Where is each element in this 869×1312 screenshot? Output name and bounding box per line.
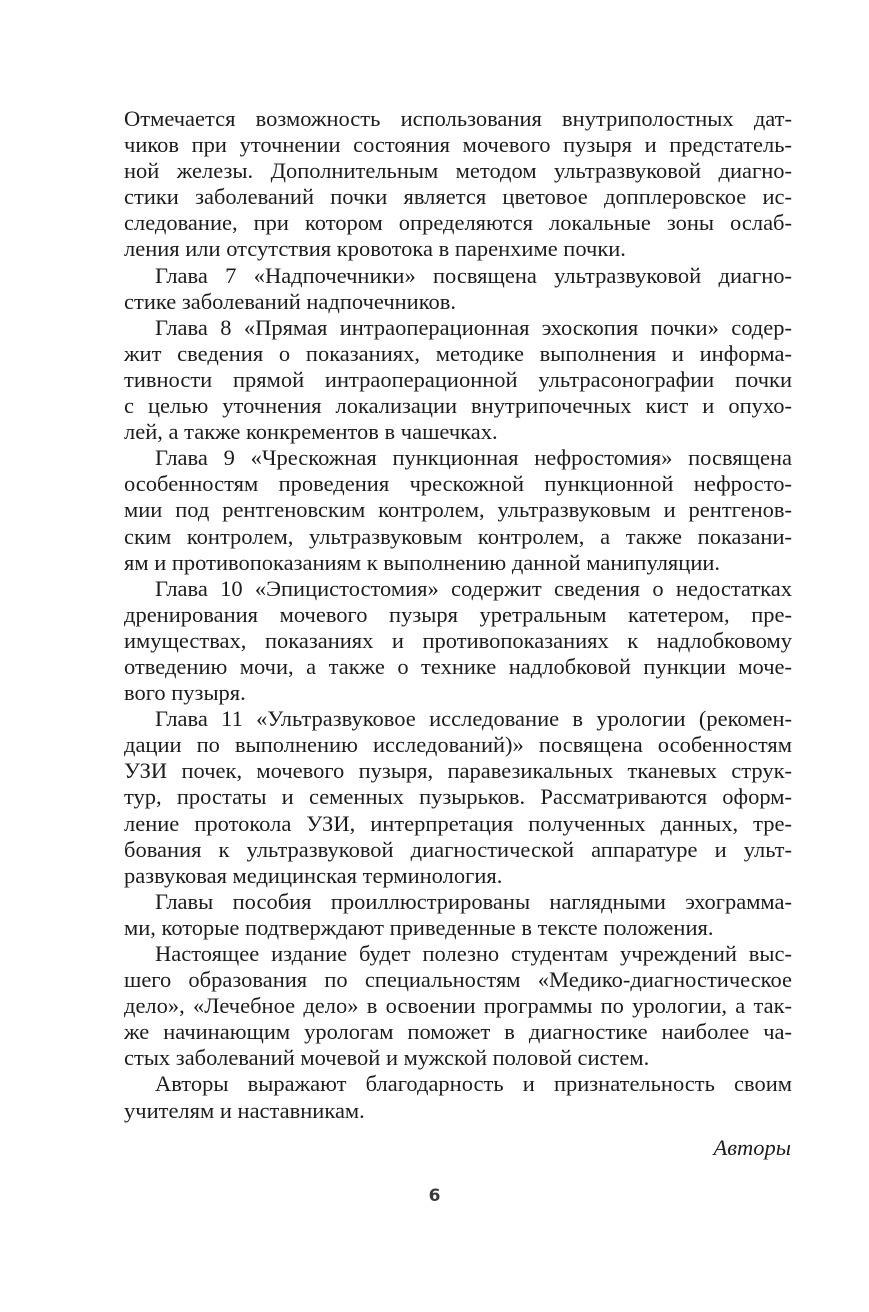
text-line: стых заболеваний мочевой и мужской половой систем. bbox=[124, 1045, 650, 1071]
text-line: отведению мочи, а также о технике надлобковой пункции моче- bbox=[124, 653, 792, 679]
text-line: Глава 7 «Надпочечники» посвящена ультразвуковой диагно- bbox=[155, 262, 792, 288]
text-line: Глава 10 «Эпицистостомия» содержит сведения о недостатках bbox=[155, 575, 792, 601]
text-line: Глава 9 «Чрескожная пункционная нефростомия» посвящена bbox=[155, 445, 792, 471]
body-text bbox=[124, 106, 792, 1124]
paragraph bbox=[124, 1071, 792, 1123]
paragraph bbox=[124, 941, 792, 1071]
text-line: вого пузыря. bbox=[124, 680, 246, 706]
paragraph bbox=[124, 706, 792, 889]
text-line: Отмечается возможность использования внутриполостных дат- bbox=[124, 106, 792, 131]
text-line: Главы пособия проиллюстрированы наглядными эхограмма- bbox=[155, 888, 792, 914]
text-line: ления или отсутствия кровотока в паренхиме почки. bbox=[124, 236, 626, 262]
text-line: с целью уточнения локализации внутрипочечных кист и опухо- bbox=[124, 393, 792, 419]
text-line: чиков при уточнении состояния мочевого пузыря и предстатель- bbox=[124, 132, 792, 158]
text-line: Настоящее издание будет полезно студентам учреждений выс- bbox=[155, 941, 792, 966]
text-line: развуковая медицинская терминология. bbox=[124, 862, 503, 888]
text-line: ление протокола УЗИ, интерпретация полученных данных, тре- bbox=[124, 810, 792, 836]
text-line: же начинающим урологам поможет в диагностике наиболее ча- bbox=[124, 1019, 792, 1045]
text-line: лей, а также конкрементов в чашечках. bbox=[124, 419, 498, 445]
text-line: Глава 11 «Ультразвуковое исследование в урологии (рекомен- bbox=[155, 706, 792, 732]
text-line: особенностям проведения чрескожной пункционной нефросто- bbox=[124, 471, 792, 497]
text-line: мии под рентгеновским контролем, ультразвуковым и рентгенов- bbox=[124, 497, 792, 523]
text-line: ной железы. Дополнительным методом ультразвуковой диагно- bbox=[124, 158, 792, 184]
text-line: стике заболеваний надпочечников. bbox=[124, 288, 457, 314]
text-line: дренирования мочевого пузыря уретральным катетером, пре- bbox=[124, 601, 792, 627]
text-line: дело», «Лечебное дело» в освоении программы по урологии, а так- bbox=[124, 993, 792, 1019]
paragraph bbox=[124, 576, 792, 706]
paragraph bbox=[124, 106, 792, 263]
paragraph bbox=[124, 889, 792, 941]
text-line: Глава 8 «Прямая интраоперационная эхоскопия почки» содер- bbox=[155, 314, 792, 340]
text-line: учителям и наставникам. bbox=[124, 1097, 365, 1123]
authors-signature: Авторы bbox=[713, 1135, 791, 1160]
paragraph bbox=[124, 263, 792, 315]
text-line: Авторы выражают благодарность и признательность своим bbox=[155, 1071, 792, 1097]
text-line: ми, которые подтверждают приведенные в тексте положения. bbox=[124, 914, 714, 940]
page-number: 6 bbox=[428, 1186, 441, 1206]
text-line: ским контролем, ультразвуковым контролем, а также показани- bbox=[124, 523, 792, 549]
text-line: бования к ультразвуковой диагностической аппаратуре и ульт- bbox=[124, 836, 792, 862]
paragraph bbox=[124, 445, 792, 575]
text-line: УЗИ почек, мочевого пузыря, паравезикальных тканевых струк- bbox=[124, 758, 792, 784]
text-line: стики заболеваний почки является цветовое допплеровское ис- bbox=[124, 184, 792, 210]
paragraph bbox=[124, 315, 792, 445]
text-line: тивности прямой интраоперационной ультрасонографии почки bbox=[124, 366, 792, 392]
text-line: дации по выполнению исследований)» посвящена особенностям bbox=[124, 732, 792, 758]
text-line: жит сведения о показаниях, методике выполнения и информа- bbox=[124, 340, 792, 366]
text-line: имуществах, показаниях и противопоказаниях к надлобковому bbox=[124, 627, 792, 653]
text-line: ям и противопоказаниям к выполнению данной манипуляции. bbox=[124, 549, 721, 575]
text-line: шего образования по специальностям «Медико-диагностическое bbox=[124, 967, 792, 993]
text-line: следование, при котором определяются локальные зоны ослаб- bbox=[124, 210, 792, 236]
text-line: тур, простаты и семенных пузырьков. Рассматриваются оформ- bbox=[124, 784, 792, 810]
